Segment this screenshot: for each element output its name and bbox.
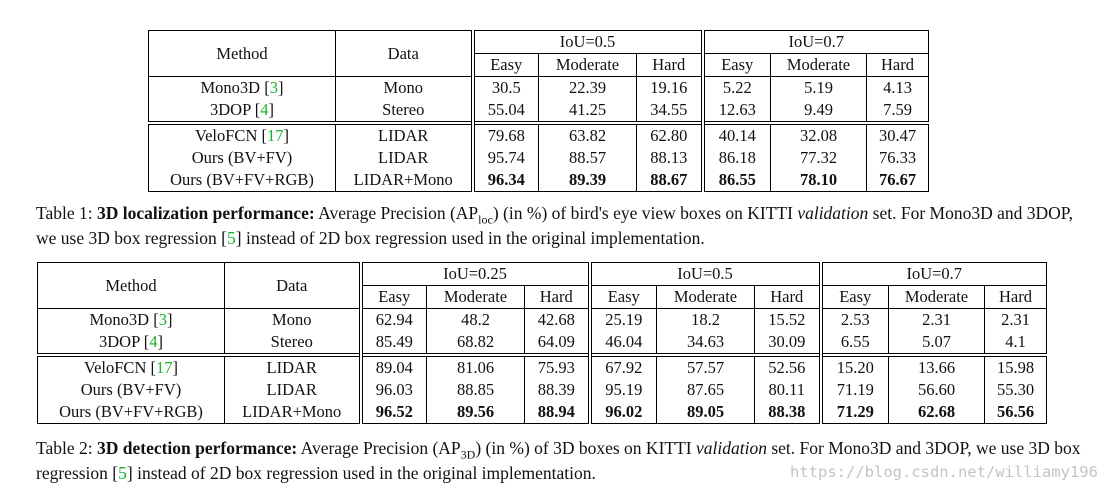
cell-value: 30.47 (867, 123, 929, 147)
cell-method: Mono3D [3] (38, 309, 225, 332)
table-row (38, 355, 1047, 379)
cell-value (755, 401, 821, 424)
cell-value: 41.25 (539, 99, 637, 123)
cell-value: 88.85 (427, 379, 525, 401)
caption-subscript: 3D (460, 447, 476, 462)
cell-value (637, 169, 703, 192)
caption-text: ] instead of 2D box regression used in the original implementation. (126, 462, 596, 483)
cell-value: 95.74 (473, 147, 539, 169)
cell-value: 34.63 (657, 331, 755, 355)
caption-italic: validation (797, 203, 869, 223)
cell-value: 13.66 (889, 355, 985, 379)
cell-value (427, 401, 525, 424)
cell-value: 76.33 (867, 147, 929, 169)
cell-value: 88.39 (525, 379, 590, 401)
table-2-body (38, 309, 1047, 424)
header-sub: Easy (703, 54, 771, 77)
cell-data: LIDAR+Mono (336, 169, 473, 192)
cell-value: 5.07 (889, 331, 985, 355)
cell-data: LIDAR+Mono (225, 401, 361, 424)
table-row (149, 123, 929, 147)
method-name: Ours (BV+FV) (80, 380, 182, 399)
cell-value: 96.03 (361, 379, 427, 401)
cell-value: 86.18 (703, 147, 771, 169)
header-sub: Hard (637, 54, 703, 77)
caption-text: set. For Mono3D and 3DOP, we use 3D box regression [ (36, 438, 1081, 483)
method-name: 3DOP (98, 332, 144, 351)
header-group: IoU=0.5 (473, 31, 703, 54)
cell-value: 5.22 (703, 77, 771, 100)
cell-value (821, 401, 889, 424)
citation-link[interactable]: 3 (158, 310, 167, 329)
caption-text: Average Precision (AP (297, 438, 461, 458)
best-value: 62.68 (917, 402, 956, 421)
caption-text: ) (in %) of 3D boxes on KITTI (475, 438, 696, 458)
cell-value: 71.19 (821, 379, 889, 401)
cell-value: 2.31 (985, 309, 1047, 332)
header-sub: Moderate (889, 286, 985, 309)
best-value: 96.02 (605, 402, 643, 421)
cell-data: Stereo (225, 331, 361, 355)
cell-value (889, 401, 985, 424)
caption-table-1 (36, 201, 1096, 250)
cell-data: LIDAR (336, 123, 473, 147)
cell-method (38, 379, 225, 401)
best-value: 56.56 (996, 402, 1035, 421)
citation-link[interactable]: 17 (266, 126, 284, 145)
cell-value: 6.55 (821, 331, 889, 355)
cell-data: LIDAR (336, 147, 473, 169)
caption-text: Average Precision (AP (314, 203, 479, 223)
header-group: IoU=0.5 (590, 263, 821, 286)
cell-value: 56.60 (889, 379, 985, 401)
caption-text: ] instead of 2D box regression used in the original implementation. (235, 227, 705, 248)
cell-value: 5.19 (771, 77, 867, 100)
cell-value: 2.31 (889, 309, 985, 332)
method-name: Mono3D (200, 78, 265, 97)
table-row (38, 401, 1047, 424)
cell-value: 80.11 (755, 379, 821, 401)
cell-value: 67.92 (590, 355, 657, 379)
header-group: IoU=0.25 (361, 263, 590, 286)
cell-method: 3DOP [4] (38, 331, 225, 355)
cell-value: 32.08 (771, 123, 867, 147)
caption-label: Table 1: (36, 203, 97, 223)
header-sub: Hard (985, 286, 1047, 309)
cell-value: 62.94 (361, 309, 427, 332)
cell-value: 46.04 (590, 331, 657, 355)
citation-link[interactable]: 4 (260, 100, 269, 119)
cell-value: 55.30 (985, 379, 1047, 401)
cell-method: Mono3D [3] (149, 77, 336, 100)
cell-value: 30.5 (473, 77, 539, 100)
cell-value: 85.49 (361, 331, 427, 355)
header-sub: Easy (590, 286, 657, 309)
header-sub: Moderate (427, 286, 525, 309)
caption-text: set. For Mono3D and 3DOP, we use 3D box regression [ (36, 203, 1073, 248)
header-sub: Hard (525, 286, 590, 309)
cell-value: 52.56 (755, 355, 821, 379)
cell-value: 34.55 (637, 99, 703, 123)
cell-value (539, 169, 637, 192)
table-row (38, 309, 1047, 332)
cell-data: LIDAR (225, 355, 361, 379)
cell-value: 4.13 (867, 77, 929, 100)
table-1 (148, 30, 929, 192)
cell-value: 89.04 (361, 355, 427, 379)
cell-value: 63.82 (539, 123, 637, 147)
method-name: Ours (BV+FV+RGB) (170, 170, 314, 189)
table-row (38, 379, 1047, 401)
cell-data: Stereo (336, 99, 473, 123)
cell-value: 88.13 (637, 147, 703, 169)
header-sub: Moderate (657, 286, 755, 309)
table-row (149, 77, 929, 100)
best-value: 89.39 (568, 170, 607, 189)
citation-link[interactable]: 5 (227, 227, 236, 248)
cell-value: 7.59 (867, 99, 929, 123)
cell-value (657, 401, 755, 424)
cell-data: LIDAR (225, 379, 361, 401)
table-row (149, 169, 929, 192)
table-row (149, 147, 929, 169)
cell-method: VeloFCN [17] (149, 123, 336, 147)
cell-value: 30.09 (755, 331, 821, 355)
cell-value (473, 169, 539, 192)
cell-value: 18.2 (657, 309, 755, 332)
header-sub: Hard (867, 54, 929, 77)
caption-italic: validation (695, 438, 767, 458)
citation-link[interactable]: 5 (118, 462, 127, 483)
best-value: 71.29 (836, 402, 874, 421)
header-sub: Easy (361, 286, 427, 309)
cell-method (149, 147, 336, 169)
best-value: 88.67 (650, 170, 688, 189)
best-value: 96.34 (487, 170, 525, 189)
cell-value: 48.2 (427, 309, 525, 332)
header-method: Method (149, 31, 336, 77)
caption-subscript: loc (478, 212, 493, 227)
method-name: Mono3D (89, 310, 154, 329)
cell-value: 87.65 (657, 379, 755, 401)
citation-link[interactable]: 4 (149, 332, 158, 351)
cell-value (703, 169, 771, 192)
header-group: IoU=0.7 (821, 263, 1047, 286)
caption-label: Table 2: (36, 438, 97, 458)
method-name: VeloFCN (195, 126, 262, 145)
best-value: 89.56 (456, 402, 495, 421)
header-method: Method (38, 263, 225, 309)
best-value: 88.94 (537, 402, 575, 421)
header-sub: Easy (473, 54, 539, 77)
cell-method (38, 401, 225, 424)
cell-value: 15.20 (821, 355, 889, 379)
cell-value (867, 169, 929, 192)
method-name: 3DOP (209, 100, 255, 119)
cell-value: 77.32 (771, 147, 867, 169)
method-name: Ours (BV+FV+RGB) (59, 402, 203, 421)
header-group: IoU=0.7 (703, 31, 929, 54)
cell-value: 81.06 (427, 355, 525, 379)
header-data: Data (336, 31, 473, 77)
table-1-body (149, 77, 929, 192)
cell-value: 88.57 (539, 147, 637, 169)
cell-value: 2.53 (821, 309, 889, 332)
header-sub: Hard (755, 286, 821, 309)
cell-value: 42.68 (525, 309, 590, 332)
cell-value: 4.1 (985, 331, 1047, 355)
best-value: 86.55 (718, 170, 756, 189)
method-name: Ours (BV+FV) (191, 148, 293, 167)
best-value: 78.10 (799, 170, 838, 189)
cell-data: Mono (225, 309, 361, 332)
cell-value (525, 401, 590, 424)
cell-value: 79.68 (473, 123, 539, 147)
header-sub: Moderate (771, 54, 867, 77)
cell-method (149, 169, 336, 192)
cell-value: 40.14 (703, 123, 771, 147)
best-value: 89.05 (686, 402, 725, 421)
cell-value: 15.52 (755, 309, 821, 332)
method-name: VeloFCN (84, 358, 151, 377)
cell-value (771, 169, 867, 192)
cell-value: 64.09 (525, 331, 590, 355)
best-value: 76.67 (878, 170, 917, 189)
table-2 (37, 262, 1047, 424)
citation-link[interactable]: 3 (269, 78, 278, 97)
header-sub: Easy (821, 286, 889, 309)
caption-text: ) (in %) of bird's eye view boxes on KITTI (492, 203, 798, 223)
cell-value: 57.57 (657, 355, 755, 379)
cell-value: 95.19 (590, 379, 657, 401)
caption-title: 3D detection performance: (96, 438, 298, 458)
cell-method: VeloFCN [17] (38, 355, 225, 379)
table-row (38, 331, 1047, 355)
header-sub: Moderate (539, 54, 637, 77)
cell-value: 68.82 (427, 331, 525, 355)
header-data: Data (225, 263, 361, 309)
cell-value (985, 401, 1047, 424)
cell-value: 15.98 (985, 355, 1047, 379)
cell-value: 75.93 (525, 355, 590, 379)
citation-link[interactable]: 17 (155, 358, 173, 377)
cell-value: 25.19 (590, 309, 657, 332)
cell-value: 22.39 (539, 77, 637, 100)
cell-method: 3DOP [4] (149, 99, 336, 123)
cell-value (590, 401, 657, 424)
cell-value: 62.80 (637, 123, 703, 147)
watermark: https://blog.csdn.net/williamy196 (790, 463, 1098, 481)
caption-title: 3D localization performance: (96, 203, 315, 223)
cell-value: 19.16 (637, 77, 703, 100)
cell-data: Mono (336, 77, 473, 100)
best-value: 96.52 (375, 402, 413, 421)
cell-value (361, 401, 427, 424)
table-row (149, 99, 929, 123)
cell-value: 12.63 (703, 99, 771, 123)
cell-value: 9.49 (771, 99, 867, 123)
best-value: 88.38 (768, 402, 806, 421)
cell-value: 55.04 (473, 99, 539, 123)
